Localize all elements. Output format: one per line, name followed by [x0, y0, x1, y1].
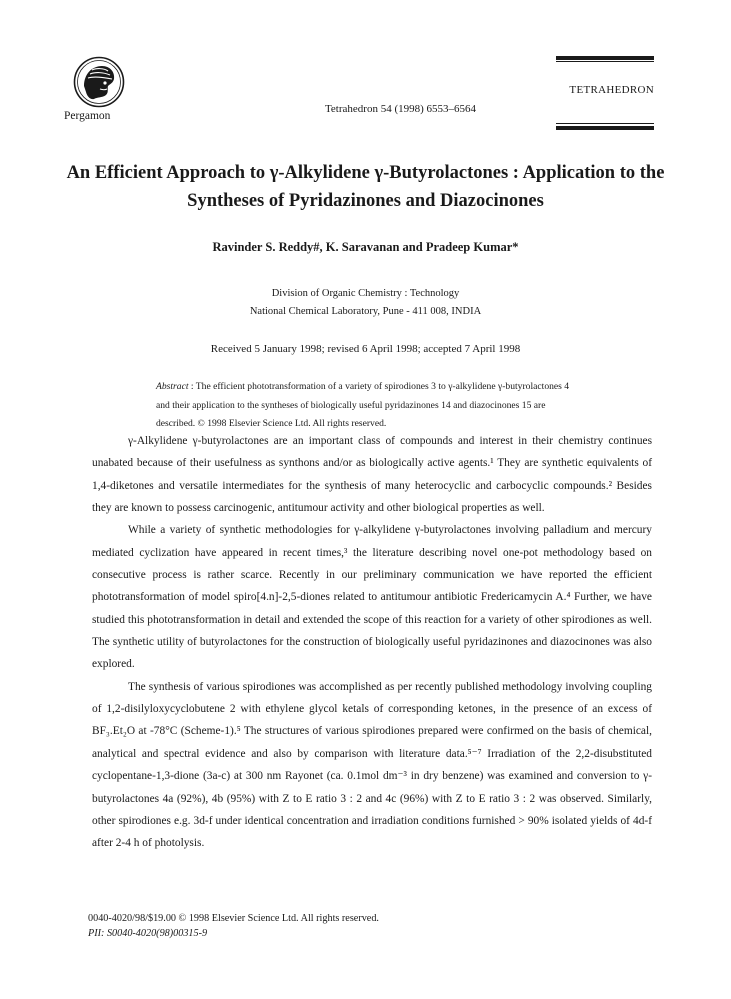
footer [88, 911, 379, 941]
article-title-line-2: Syntheses of Pyridazinones and Diazocinones [187, 191, 544, 211]
abstract-text: : The efficient phototransformation of a variety of spirodiones 3 to γ-alkylidene γ-butyrolactones 4 and their application to the syntheses of biologically useful pyridazinones 14 and diazocinones 15 are described. © 1998 Elsevier Science Ltd. All rights reserved. [156, 381, 570, 429]
abstract [156, 378, 576, 434]
header-rule-thin [556, 123, 654, 124]
article-title-line-1: An Efficient Approach to γ-Alkylidene γ-Butyrolactones : Application to the [66, 163, 665, 183]
affiliation-line-2: National Chemical Laboratory, Pune - 411 008, INDIA [249, 306, 482, 317]
body-paragraph-2: While a variety of synthetic methodologies for γ-alkylidene γ-butyrolactones involving palladium and mercury mediated cyclization have appeared in recent times,³ the literature describing novel one-pot methodology based on consecutive process is rather scarce. Recently in our preliminary communication we have reported the efficient phototransformation of model spiro[4.n]-2,5-diones related to antitumour antibiotic Fredericamycin A.⁴ Further, we have studied this phototransformation in detail and extended the scope of this reaction for a variety of other spirodiones as well. The synthetic utility of butyrolactones for the construction of biologically useful pyridazinones and diazocinones was also explored. [92, 524, 652, 671]
header-rule [556, 56, 654, 60]
abstract-label: Abstract [156, 381, 189, 392]
received-dates: Received 5 January 1998; revised 6 April 1998; accepted 7 April 1998 [210, 343, 521, 355]
header-rule-thin [556, 61, 654, 62]
pergamon-logo [70, 56, 128, 108]
body-paragraph-3: The synthesis of various spirodiones was accomplished as per recently published methodology involving coupling of 1,2-disilyloxycyclobutene 2 with ethylene glycol ketals of corresponding ketones, in the presence of an excess of BF₃.Et₂O at -78°C (Scheme-1).⁵ The structures of various spirodiones prepared were confirmed on the basis of chemical, analytical and spectral evidence and also by comparison with literature data.⁵⁻⁷ Irradiation of the 2,2-disubstituted cyclopentane-1,3-dione (3a-c) at 300 nm Rayonet (ca. 0.1mol dm⁻³ in dry benzene) was examined and conversion to γ-butyrolactones 4a (92%), 4b (95%) with Z to E ratio 3 : 2 and 4c (96%) with Z to E ratio 3 : 2 was observed. Similarly, other spirodiones e.g. 3d-f under identical concentration and irradiation conditions furnished > 90% isolated yields of 4d-f after 2-4 h of photolysis. [92, 680, 652, 850]
copyright-line: 0040-4020/98/$19.00 © 1998 Elsevier Science Ltd. All rights reserved. [88, 913, 379, 924]
publisher-name: Pergamon [64, 110, 111, 122]
pii-line: PII: S0040-4020(98)00315-9 [88, 928, 208, 939]
journal-name: TETRAHEDRON [569, 84, 654, 96]
journal-reference: Tetrahedron 54 (1998) 6553–6564 [324, 103, 477, 115]
header-rule [556, 126, 654, 130]
body-paragraph-1: γ-Alkylidene γ-butyrolactones are an important class of compounds and interest in their chemistry continues unabated because of their usefulness as synthons and/or as biologically active agents.¹ They are synthetic equivalents of 1,4-diketones and versatile intermediates for the synthesis of many heterocyclic and carbocyclic compounds.² Besides they are known to possess carcinogenic, antitumour activity and other biological properties as well. [92, 435, 652, 515]
author-list: Ravinder S. Reddy#, K. Saravanan and Pradeep Kumar* [212, 240, 519, 254]
affiliation-line-1: Division of Organic Chemistry : Technology [271, 288, 460, 299]
article-body [92, 430, 652, 855]
